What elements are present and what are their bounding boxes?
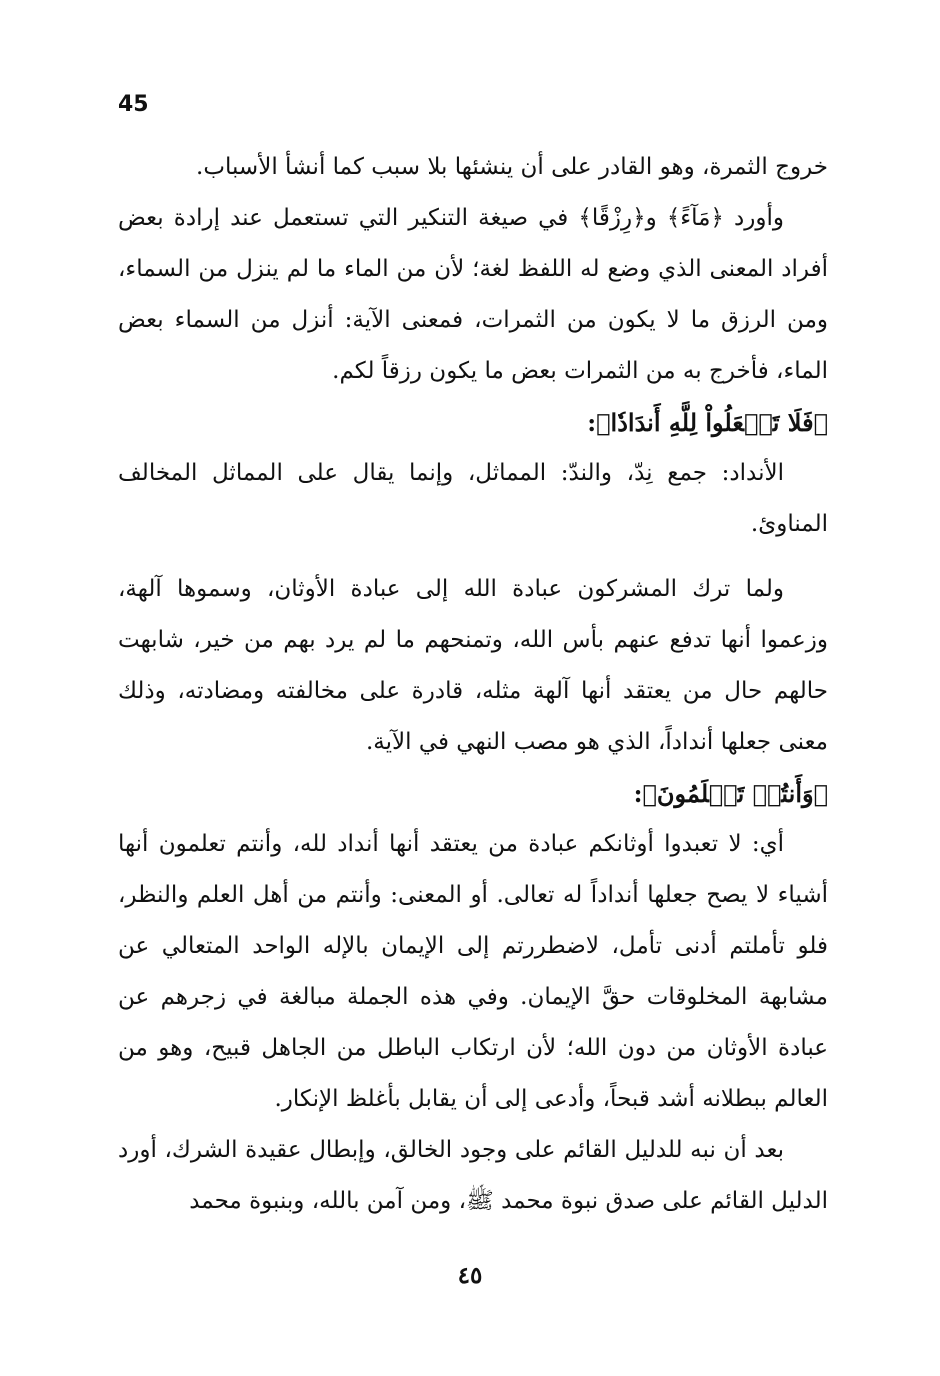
paragraph-5: أي: لا تعبدوا أوثانكم عبادة من يعتقد أنها أنداد لله، وأنتم تعلمون أنها أشياء لا يصح جعلها أنداداً له تعالى. أو المعنى: وأنتم من أهل العلم والنظر، فلو تأملتم أدنى تأمل، لاضطررتم إلى الإيمان بالإله الواحد المتعالي عن مشابهة المخلوقات حقَّ الإيمان. وفي هذه الجملة مبالغة في زجرهم عن عبادة الأوثان من دون الله؛ لأن ارتكاب الباطل من الجاهل قبيح، وهو من العالم ببطلانه أشد قبحاً، وأدعى إلى أن يقابل بأغلظ الإنكار. <box>118 831 828 1112</box>
paragraph-4: ولما ترك المشركون عبادة الله إلى عبادة الأوثان، وسموها آلهة، وزعموا أنها تدفع عنهم بأس الله، وتمنحهم ما لم يرد بهم من خير، شابهت حالهم حال من يعتقد أنها آلهة مثله، قادرة على مخالفته ومضادته، وذلك معنى جعلها أنداداً، الذي هو مصب النهي في الآية. <box>118 576 828 755</box>
paragraph-3: الأنداد: جمع نِدّ، والندّ: المماثل، وإنما يقال على المماثل المخالف المناوئ. <box>118 460 828 537</box>
verse-heading-1: ﴿فَلَا تَجۡعَلُواْ لِلَّهِ أَندَادٗا﴾: <box>587 408 828 437</box>
verse-heading-2: ﴿وَأَنتُمۡ تَعۡلَمُونَ﴾: <box>633 779 828 808</box>
page-body <box>118 142 828 1227</box>
paragraph-1: خروج الثمرة، وهو القادر على أن ينشئها بلا سبب كما أنشأ الأسباب. <box>196 154 828 180</box>
paragraph-2: وأورد ﴿مَآءً﴾ و﴿رِزْقًا﴾ في صيغة التنكير التي تستعمل عند إرادة بعض أفراد المعنى الذي وضع له اللفظ لغة؛ لأن من الماء ما لم ينزل من السماء، ومن الرزق ما لا يكون من الثمرات، فمعنى الآية: أنزل من السماء بعض الماء، فأخرج به من الثمرات بعض ما يكون رزقاً لكم. <box>118 205 828 384</box>
page-number-latin: 45 <box>118 92 149 117</box>
paragraph-6: بعد أن نبه للدليل القائم على وجود الخالق، وإبطال عقيدة الشرك، أورد الدليل القائم على صدق نبوة محمد ﷺ، ومن آمن بالله، وبنبوة محمد <box>118 1137 828 1214</box>
page-number-arabic: ٤٥ <box>457 1262 483 1289</box>
